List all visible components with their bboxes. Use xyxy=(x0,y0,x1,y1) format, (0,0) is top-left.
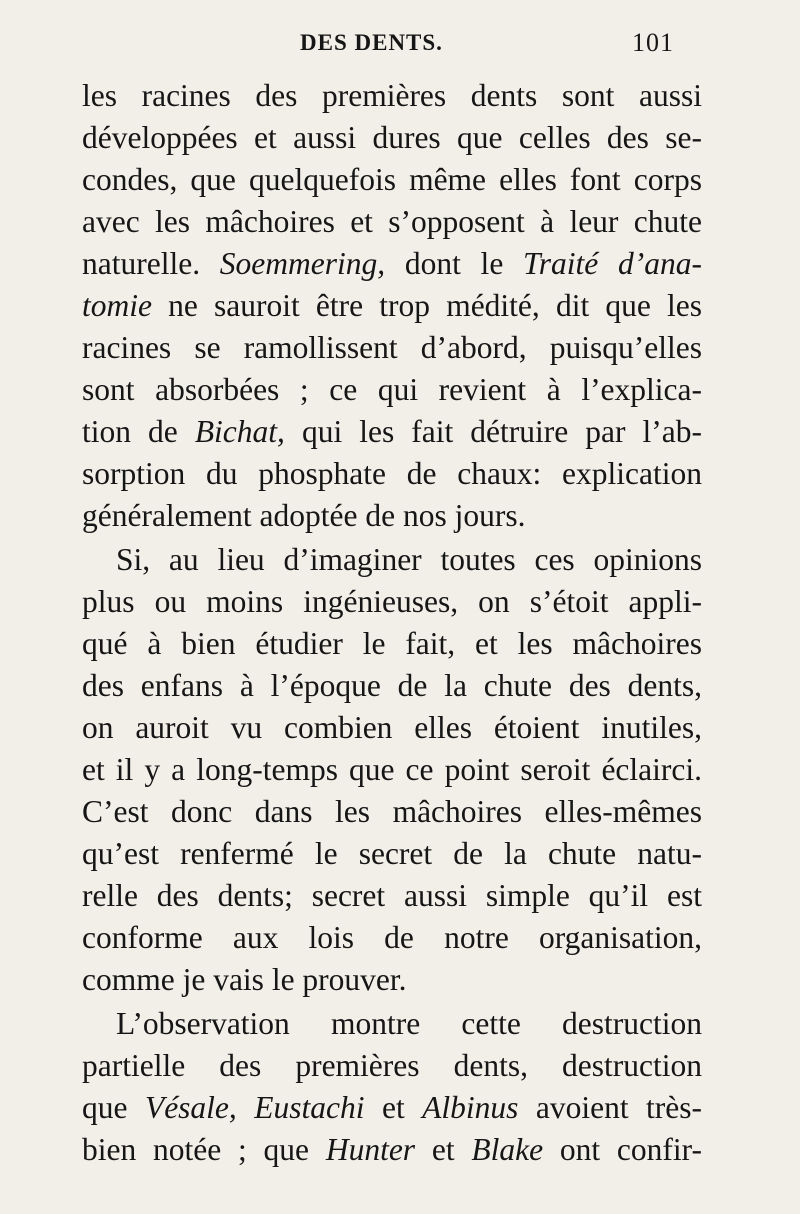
text-segment: des enfans à l’époque de la chute des dents, xyxy=(82,668,702,703)
text-segment: développées et aussi dures que celles des se- xyxy=(82,120,702,155)
text-line xyxy=(116,1004,702,1044)
page-number: 101 xyxy=(632,28,674,57)
text-line xyxy=(82,666,702,706)
text-line xyxy=(82,750,702,790)
text-segment: et xyxy=(364,1090,423,1125)
text-line xyxy=(82,286,702,326)
text-segment: sorption du phosphate de chaux: explication xyxy=(82,456,702,491)
text-segment: qu’est renfermé le secret de la chute natu- xyxy=(82,836,702,871)
text-segment: généralement adoptée de nos jours. xyxy=(82,498,526,533)
text-line xyxy=(82,1088,702,1128)
italic-text-segment: Soemmering, xyxy=(219,246,386,281)
text-segment: partielle des premières dents, destruction xyxy=(82,1048,702,1083)
text-segment: L’observation montre cette destruction xyxy=(116,1006,702,1041)
text-line xyxy=(82,1130,702,1170)
text-segment: les racines des premières dents sont aussi xyxy=(82,78,702,113)
text-line xyxy=(82,76,702,116)
text-segment: et xyxy=(415,1132,472,1167)
italic-text-segment: Hunter xyxy=(325,1132,416,1167)
text-segment: sont absorbées ; ce qui revient à l’explica- xyxy=(82,372,702,407)
italic-text-segment: Traité d’ana- xyxy=(523,246,702,281)
text-segment: ne sauroit être trop médité, dit que les xyxy=(151,288,702,323)
text-line xyxy=(82,834,702,874)
text-line xyxy=(82,202,702,242)
text-line xyxy=(82,328,702,368)
text-segment: C’est donc dans les mâchoires elles-mêmes xyxy=(82,794,702,829)
text-segment: tion de xyxy=(82,414,195,449)
text-line xyxy=(82,454,702,494)
text-segment: comme je vais le prouver. xyxy=(82,962,407,997)
text-line xyxy=(82,960,702,1000)
italic-text-segment: Albinus xyxy=(422,1090,519,1125)
text-segment: condes, que quelquefois même elles font corps xyxy=(82,162,702,197)
text-line xyxy=(82,876,702,916)
italic-text-segment: Vésale, Eustachi xyxy=(144,1090,365,1125)
text-segment: bien notée ; que xyxy=(82,1132,326,1167)
text-segment: avoient très- xyxy=(518,1090,703,1125)
text-segment: conforme aux lois de notre organisation, xyxy=(82,920,702,955)
text-line xyxy=(82,496,702,536)
text-segment: que xyxy=(82,1090,145,1125)
text-line xyxy=(82,708,702,748)
text-segment: racines se ramollissent d’abord, puisqu’elles xyxy=(82,330,702,365)
text-segment: avec les mâchoires et s’opposent à leur chute xyxy=(82,204,702,239)
text-line xyxy=(82,624,702,664)
text-segment: et il y a long-temps que ce point seroit éclairci. xyxy=(82,752,702,787)
italic-text-segment: tomie xyxy=(82,288,152,323)
text-line xyxy=(82,412,702,452)
text-line xyxy=(116,540,702,580)
text-line xyxy=(82,244,702,284)
text-segment: relle des dents; secret aussi simple qu’il est xyxy=(82,878,702,913)
text-line xyxy=(82,370,702,410)
text-line xyxy=(82,582,702,622)
text-line xyxy=(82,792,702,832)
text-line xyxy=(82,160,702,200)
text-segment: qué à bien étudier le fait, et les mâchoires xyxy=(82,626,702,661)
text-line xyxy=(82,1046,702,1086)
text-segment: dont le xyxy=(385,246,524,281)
running-title: DES DENTS. xyxy=(300,30,443,55)
italic-text-segment: Bichat, xyxy=(194,414,285,449)
text-segment: Si, au lieu d’imaginer toutes ces opinions xyxy=(116,542,702,577)
text-segment: ont confir- xyxy=(543,1132,703,1167)
text-segment: on auroit vu combien elles étoient inutiles, xyxy=(82,710,702,745)
italic-text-segment: Blake xyxy=(471,1132,544,1167)
text-line xyxy=(82,918,702,958)
text-segment: plus ou moins ingénieuses, on s’étoit appli- xyxy=(82,584,702,619)
text-segment: qui les fait détruire par l’ab- xyxy=(284,414,702,449)
text-segment: naturelle. xyxy=(82,246,220,281)
text-line xyxy=(82,118,702,158)
